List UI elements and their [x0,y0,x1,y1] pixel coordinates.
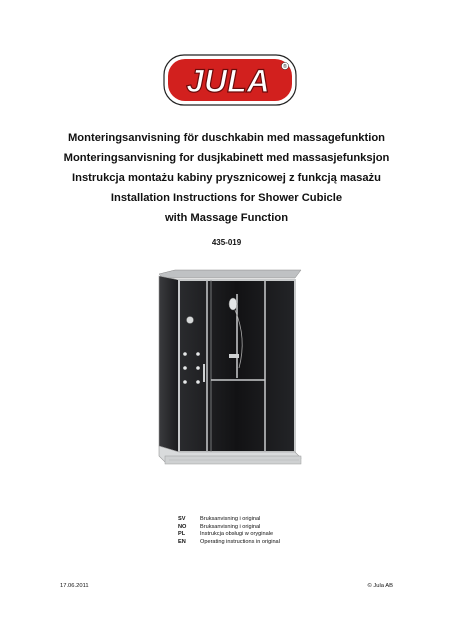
language-row [178,516,280,524]
footer-date: 17.06.2011 [60,583,89,589]
language-code: NO [178,523,187,530]
language-text: Operating instructions in original [200,538,280,545]
language-text: Instrukcja obsługi w oryginale [200,531,274,537]
title-no: Monteringsanvisning for dusjkabinett med massasjefunksjon [63,152,390,164]
language-text: Bruksanvisning i original [200,523,261,530]
jula-logo [162,52,298,108]
language-code: SV [178,516,186,522]
language-row [178,531,280,539]
title-en: Installation Instructions for Shower Cubicle [110,192,343,204]
title-sv: Monteringsanvisning för duschkabin med massagefunktion [67,132,386,144]
language-text: Bruksanvisning i original [200,516,261,522]
model-number: 435-019 [211,238,242,247]
language-code: PL [178,531,186,537]
language-row [178,539,280,547]
language-code: EN [178,538,186,545]
title-pl: Instrukcja montażu kabiny prysznicowej z funkcją masażu [72,172,381,184]
registered-mark: ® [283,64,287,70]
language-row [178,524,280,532]
title-en-continued: with Massage Function [164,212,289,224]
brand-name: JULA [186,63,270,99]
shower-cubicle-image [149,268,309,468]
footer-copyright: © Jula AB [367,583,393,589]
language-list [178,516,280,546]
title-block [0,128,453,228]
